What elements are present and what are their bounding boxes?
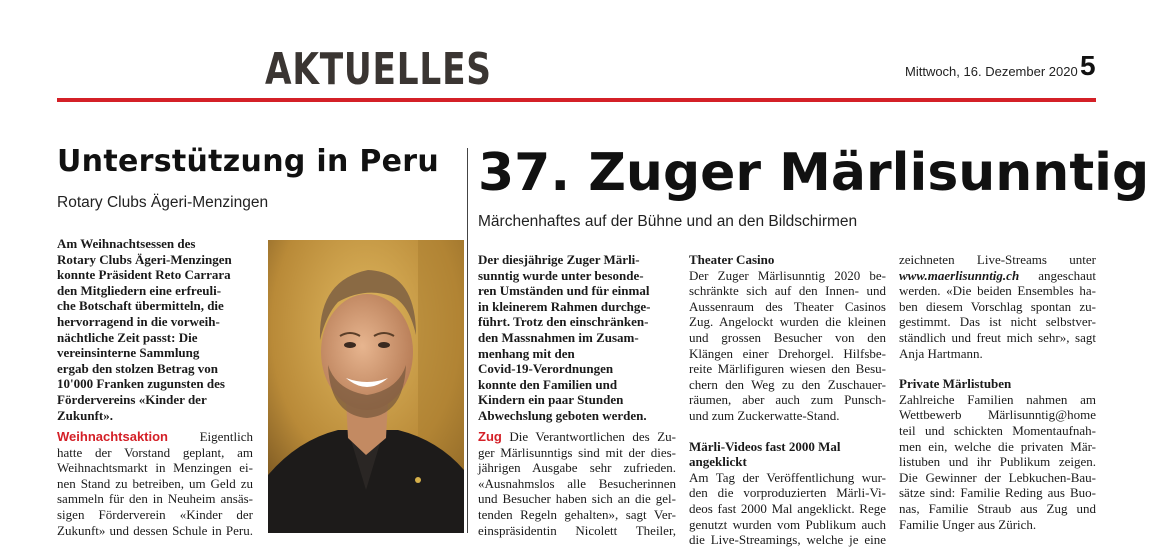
main-article-title: 37. Zuger Märlisunntig bbox=[478, 143, 1150, 203]
section-heading-theater: Theater Casino bbox=[689, 252, 775, 267]
left-article-kicker: Weihnachtsaktion bbox=[57, 429, 169, 444]
header-rule bbox=[57, 98, 1096, 102]
left-article-title: Unterstützung in Peru bbox=[57, 144, 440, 179]
column-divider bbox=[467, 148, 468, 533]
page-number: 5 bbox=[1080, 50, 1096, 81]
main-article-lead: Der diesjährige Zuger Märli- sunntig wurde unter besonde- ren Umständen und für einmal in kleinerem Rahmen durchge- führt. Trotz den einschränken- den Massnahmen im Zusam- menhang mit den Covid-19-Verordnungen konnte den Familien und Kindern ein paar Stunden Abwechslung geboten werden. bbox=[478, 252, 651, 423]
issue-date: Mittwoch, 16. Dezember 2020 bbox=[905, 64, 1078, 79]
main-article-col1-first-line: Zug Die Verantwortlichen des Zu- bbox=[478, 429, 677, 444]
portrait-photo-icon bbox=[268, 240, 464, 533]
portrait-photo bbox=[268, 240, 464, 533]
section-title: AKTUELLES bbox=[265, 44, 492, 95]
website-link[interactable]: www.maerlisunntig.ch bbox=[899, 267, 1020, 283]
main-article-col1-body: Zug Die Verantwortlichen des Zu- ger Märlisunntigs sind mit der dies- jährigen Ausgabe sehr zufrieden. «Ausnahmslos alle Besucherinnen und Besucher haben sich an die gel- tenden Regeln gehalten», sagt Ver- einspräsidentin Nicolett Theiler, bbox=[478, 429, 677, 538]
main-article-kicker: Zug bbox=[478, 429, 502, 444]
section-heading-maerlistuben: Private Märlistuben bbox=[899, 376, 1012, 392]
main-article-col3: zeichneten Live-Streams unter www.maerlisunntig.ch angeschaut werden. «Die beiden Ensembles ha- ben diesem Vorschlag spontan zu- gestimmt. Das ist nicht selbstver- ständlich und freut mich sehr», sagt Anja Hartmann. Private Märlistuben Zahlreiche Familien nahmen am Wettbewerb Märlisunntig@home teil und schickten Momentaufnah- men ein, welche die privaten Mär- listuben und ihr Publikum zeigen. Die Gewinner der Lebkuchen-Bau- sätze sind: Familie Reding aus Buo- nas, Familie Straub aus Zug und Familie Unger aus Zürich. bbox=[899, 252, 1096, 532]
left-article-subtitle: Rotary Clubs Ägeri-Menzingen bbox=[57, 194, 269, 211]
section-heading-videos: Märli-Videos fast 2000 Mal bbox=[689, 438, 841, 454]
main-article-subtitle: Märchenhaftes auf der Bühne und an den Bildschirmen bbox=[478, 213, 858, 230]
left-article-lead: Am Weihnachtsessen des Rotary Clubs Ägeri-Menzingen konnte Präsident Reto Carrara den Mitgliedern eine erfreuli- che Botschaft übermitteln, die hervorragend in die vorweih- nächtliche Zeit passt: Die vereinsinterne Sammlung ergab den stolzen Betrag von 10'000 Franken zugunsten des Fördervereins «Kinder der Zukunft». bbox=[57, 236, 232, 423]
url-line: www.maerlisunntig.ch angeschaut bbox=[899, 267, 1096, 283]
left-article-body-first-line: Weihnachtsaktion Eigentlich bbox=[57, 429, 253, 444]
left-article-body: Weihnachtsaktion Eigentlich hatte der Vorstand geplant, am Weihnachtsmarkt in Menzingen ei- nen Stand zu betreiben, um Geld zu sammeln für den in Neuheim ansäs- sigen Förderverein «Kinder der Zukunft» und dessen Schule in Peru. bbox=[57, 429, 253, 538]
main-article-col2: Theater Casino Der Zuger Märlisunntig 2020 be- schränkte sich auf den Innen- und Aussenraum des Theater Casinos Zug. Angelockt wurden die kleinen und grossen Besucher von den Klängen einer Drehorgel. Hilfsbe- reite Märlifiguren wiesen den Besu- chern den Weg zu den Zuschauer- räumen, aber auch zum Punsch- und zum Zuckerwatte-Stand. Märli-Videos fast 2000 Mal angeklickt Am Tag der Veröffentlichung wur- den die vorproduzierten Märli-Vi- deos fast 2000 Mal angeklickt. Rege genutzt wurden vom Publikum auch die Live-Streamings, welche je eine bbox=[689, 252, 886, 548]
